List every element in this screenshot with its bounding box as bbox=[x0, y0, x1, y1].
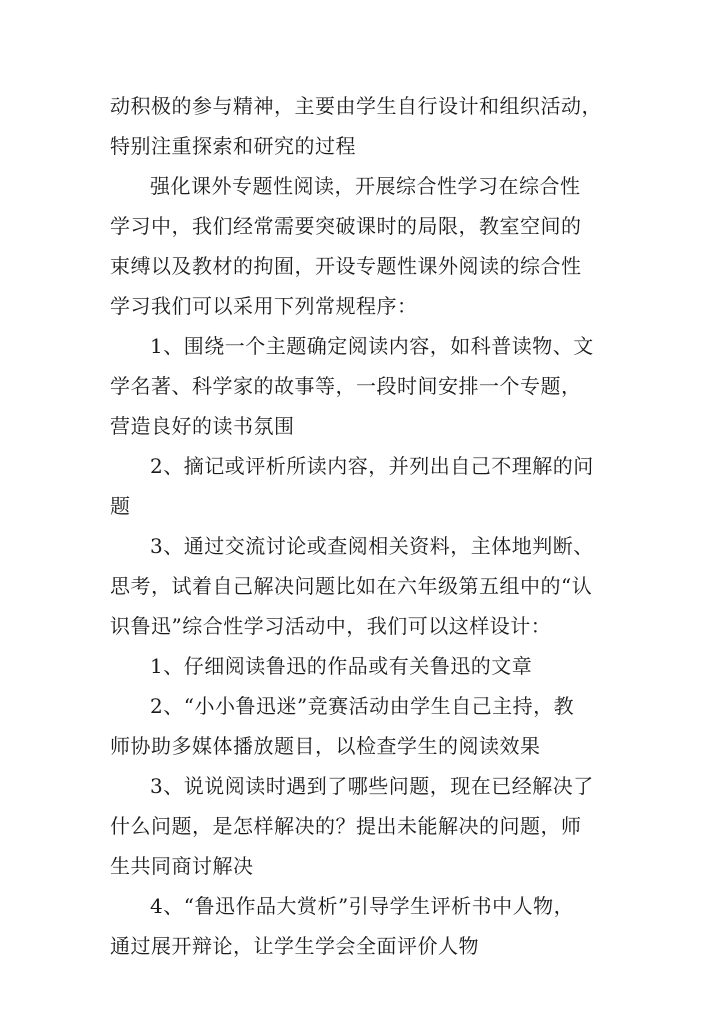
text-line: 营造良好的读书氛围 bbox=[110, 414, 295, 438]
text-line: 学名著、科学家的故事等，一段时间安排一个专题， bbox=[110, 374, 582, 398]
text-line: 什么问题，是怎样解决的？提出未能解决的问题，师 bbox=[110, 814, 582, 838]
paragraph-6 bbox=[110, 646, 612, 686]
text-line: 题 bbox=[110, 494, 131, 518]
text-line: 识鲁迅”综合性学习活动中，我们可以这样设计： bbox=[110, 614, 552, 638]
text-line: 2、摘记或评析所读内容，并列出自己不理解的问 bbox=[150, 454, 594, 478]
paragraph-9 bbox=[110, 886, 612, 966]
text-line: 3、说说阅读时遇到了哪些问题，现在已经解决了 bbox=[150, 774, 594, 798]
text-line: 1、围绕一个主题确定阅读内容，如科普读物、文 bbox=[150, 334, 594, 358]
text-line: 学习中，我们经常需要突破课时的局限，教室空间的 bbox=[110, 214, 582, 238]
paragraph-2 bbox=[110, 166, 612, 326]
paragraph-5 bbox=[110, 526, 612, 646]
text-line: 动积极的参与精神，主要由学生自行设计和组织活动， bbox=[110, 94, 602, 118]
paragraph-1 bbox=[110, 86, 612, 166]
text-line: 师协助多媒体播放题目，以检查学生的阅读效果 bbox=[110, 734, 541, 758]
document-body bbox=[110, 86, 612, 966]
paragraph-8 bbox=[110, 766, 612, 886]
text-line: 强化课外专题性阅读，开展综合性学习在综合性 bbox=[150, 174, 581, 198]
text-line: 特别注重探索和研究的过程 bbox=[110, 134, 356, 158]
text-line: 3、通过交流讨论或查阅相关资料，主体地判断、 bbox=[150, 534, 594, 558]
paragraph-4 bbox=[110, 446, 612, 526]
text-line: 思考，试着自己解决问题比如在六年级第五组中的“认 bbox=[110, 574, 593, 598]
paragraph-7 bbox=[110, 686, 612, 766]
text-line: 生共同商讨解决 bbox=[110, 854, 254, 878]
text-line: 2、“小小鲁迅迷”竞赛活动由学生自己主持，教 bbox=[150, 694, 575, 718]
text-line: 学习我们可以采用下列常规程序： bbox=[110, 294, 418, 318]
paragraph-3 bbox=[110, 326, 612, 446]
text-line: 通过展开辩论，让学生学会全面评价人物 bbox=[110, 934, 479, 958]
text-line: 束缚以及教材的拘囿，开设专题性课外阅读的综合性 bbox=[110, 254, 582, 278]
text-line: 4、“鲁迅作品大赏析”引导学生评析书中人物， bbox=[150, 894, 575, 918]
text-line: 1、仔细阅读鲁迅的作品或有关鲁迅的文章 bbox=[150, 654, 533, 678]
